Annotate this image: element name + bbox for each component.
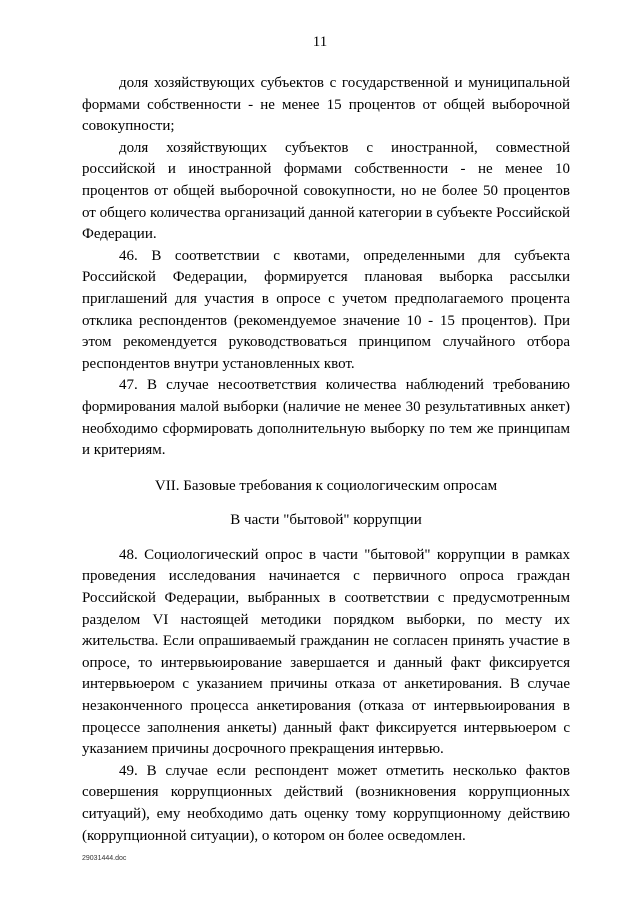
section-heading: VII. Базовые требования к социологическим опросам [154,477,498,494]
paragraph-46: 46. В соответствии с квотами, определенными для субъекта Российской Федерации, формируется плановая выборка рассылки приглашений для участия в опросе с учетом предполагаемого процента отклика респондентов (рекомендуемое значение 10 - 15 процентов). При этом рекомендуется руководствоваться принципом случайного отбора респондентов внутри установленных квот. [82,247,570,372]
footer-filename: 29031444.doc [82,855,127,862]
paragraph-state-share: доля хозяйствующих субъектов с государственной и муниципальной формами собственности - не менее 15 процентов от общей выборочной совокупности; [82,75,570,135]
subsection-heading: В части "бытовой" коррупции [230,512,422,529]
paragraph-foreign-share: доля хозяйствующих субъектов с иностранной, совместной российской и иностранной формами собственности - не менее 10 процентов от общей выборочной совокупности, но не более 50 процентов от общего количества организаций данной категории в субъекте Российской Федерации. [82,139,570,243]
paragraph-49: 49. В случае если респондент может отметить несколько фактов совершения коррупционных действий (возникновения коррупционных ситуаций), ему необходимо дать оценку тому коррупционному действию (коррупционной ситуации), о котором он более осведомлен. [82,762,570,844]
paragraph-47: 47. В случае несоответствия количества наблюдений требованию формирования малой выборки (наличие не менее 30 результативных анкет) необходимо сформировать дополнительную выборку по тем же принципам и критериям. [82,377,570,459]
paragraph-48: 48. Социологический опрос в части "бытовой" коррупции в рамках проведения исследования начинается с первичного опроса граждан Российской Федерации, выбранных в соответствии с предусмотренным разделом VI настоящей методики порядком выборки, по месту их жительства. Если опрашиваемый гражданин не согласен принять участие в опросе, то интервьюирование завершается и данный факт фиксируется интервьюером с указанием причины отказа от анкетирования. В случае незаконченного процесса анкетирования (отказа от интервьюирования в процессе заполнения анкеты) данный факт фиксируется интервьюером с указанием причины досрочного прекращения интервью. [82,546,570,758]
document-body [82,73,570,847]
page-number: 11 [312,34,328,50]
